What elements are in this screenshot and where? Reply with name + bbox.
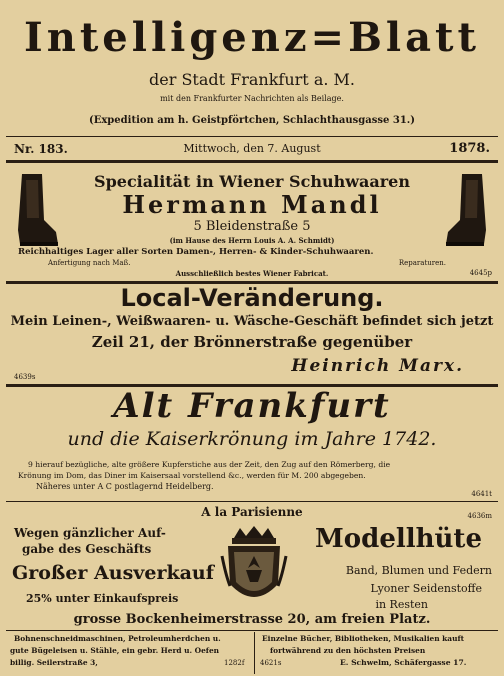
- mandl-custom: Anfertigung nach Maß.: [48, 259, 131, 267]
- mandl-heading: Specialität in Wiener Schuhwaaren: [94, 172, 410, 191]
- parisienne-left2: gabe des Geschäfts: [22, 542, 152, 556]
- masthead-rule-top: [6, 136, 498, 137]
- alt-subheading: und die Kaiserkrönung im Jahre 1742.: [67, 428, 437, 450]
- rule: [6, 630, 498, 631]
- alt-heading: Alt Frankfurt: [113, 386, 391, 426]
- parisienne-left3: 25% unter Einkaufspreis: [26, 592, 179, 605]
- issue-number: Nr. 183.: [14, 142, 68, 156]
- parisienne-right-big: Modellhüte: [315, 524, 482, 554]
- bottom-right-line2: fortwährend zu den höchsten Preisen: [270, 646, 426, 655]
- masthead-title: Intelligenz=Blatt: [24, 14, 480, 61]
- bottom-left-line2: gute Bügeleisen u. Stähle, ein gebr. Herd u. Oefen: [10, 646, 220, 655]
- bottom-left-line1: Bohnenschneidmaschinen, Petroleumherdchen u.: [14, 634, 221, 643]
- parisienne-left-big: Großer Ausverkauf: [12, 562, 214, 584]
- marx-heading: Local-Veränderung.: [120, 284, 384, 312]
- mandl-name: Hermann Mandl: [122, 190, 382, 219]
- masthead-rule-bottom: [6, 160, 498, 163]
- mandl-repairs: Reparaturen.: [398, 259, 446, 267]
- parisienne-address: grosse Bockenheimerstrasse 20, am freien Platz.: [73, 612, 431, 627]
- coat-of-arms-icon: [220, 526, 288, 610]
- mandl-fabricate: Ausschließlich bestes Wiener Fabricat.: [175, 269, 329, 278]
- bottom-right-ref: 4621s: [260, 659, 282, 667]
- alt-body3: Näheres unter A C postlagernd Heidelberg.: [36, 482, 214, 491]
- bottom-right-line1: Einzelne Bücher, Bibliotheken, Musikalien kauft: [262, 634, 465, 643]
- mandl-house-note: (im Hause des Herrn Louis A. A. Schmidt): [169, 236, 335, 245]
- issue-date: Mittwoch, den 7. August: [183, 142, 321, 155]
- marx-line2: Zeil 21, der Brönnerstraße gegenüber: [91, 333, 413, 351]
- alt-ref: 4641t: [471, 490, 492, 498]
- issue-year: 1878.: [449, 141, 490, 156]
- alt-body2: Krönung im Dom, das Diner im Kaisersaal vorstellend &c., werden für M. 200 abgegeben.: [18, 471, 366, 480]
- parisienne-heading: A la Parisienne: [201, 505, 303, 519]
- marx-signature: Heinrich Marx.: [291, 356, 464, 376]
- parisienne-ref: 4636m: [467, 512, 492, 520]
- column-divider: [254, 632, 255, 674]
- masthead-subtitle: der Stadt Frankfurt a. M.: [149, 70, 355, 89]
- mandl-address: 5 Bleidenstraße 5: [193, 219, 311, 234]
- marx-line1: Mein Leinen-, Weißwaaren- u. Wäsche-Geschäft befindet sich jetzt: [10, 314, 494, 329]
- rule: [6, 501, 498, 502]
- mandl-stock: Reichhaltiges Lager aller Sorten Damen-, Herren- & Kinder-Schuhwaaren.: [18, 247, 374, 257]
- masthead-supplement: mit den Frankfurter Nachrichten als Beilage.: [160, 94, 344, 103]
- marx-ref: 4639s: [14, 373, 36, 381]
- masthead-expedition: (Expedition am h. Geistpförtchen, Schlachthausgasse 31.): [88, 115, 416, 126]
- parisienne-left1: Wegen gänzlicher Auf-: [14, 526, 166, 540]
- mandl-ref: 4645p: [469, 269, 492, 277]
- parisienne-right3: in Resten: [375, 598, 428, 611]
- bottom-left-ref: 1282f: [224, 659, 245, 667]
- bottom-left-line3: billig. Seilerstraße 3,: [10, 658, 98, 667]
- bottom-right-line3: E. Schwelm, Schäfergasse 17.: [340, 658, 467, 667]
- parisienne-right2: Lyoner Seidenstoffe: [370, 582, 482, 595]
- alt-body1: 9 hierauf bezügliche, alte größere Kupferstiche aus der Zeit, den Zug auf den Römerberg, die: [28, 460, 391, 469]
- parisienne-right1: Band, Blumen und Federn: [345, 564, 492, 577]
